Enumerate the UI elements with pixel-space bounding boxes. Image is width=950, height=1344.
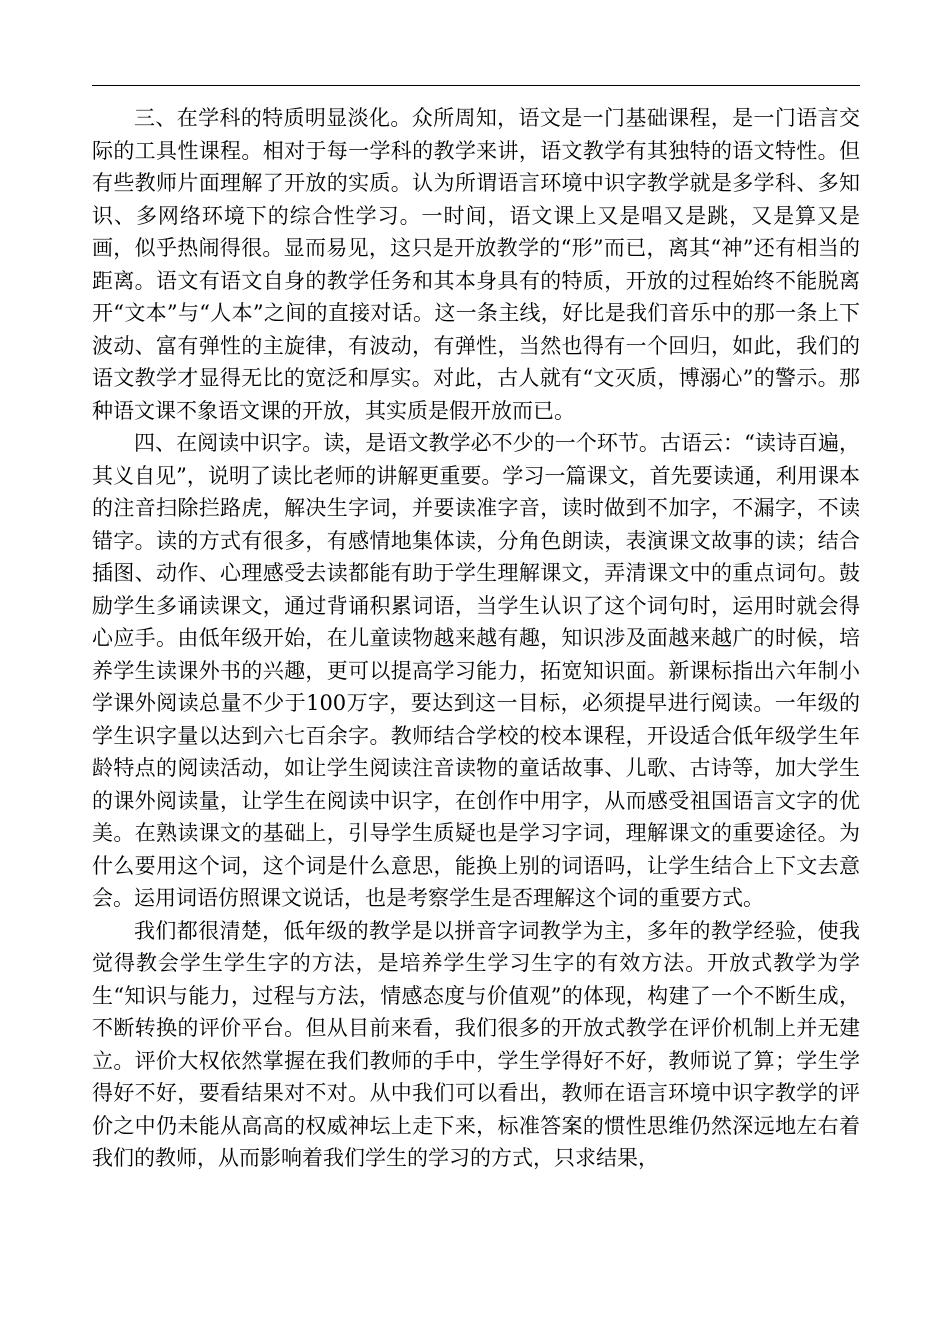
- paragraph-section-three: 三、在学科的特质明显淡化。众所周知，语文是一门基础课程，是一门语言交际的工具性课程。相对于每一学科的教学来讲，语文教学有其独特的语文特性。但有些教师片面理解了开放的实质。认为所谓语言环境中识字教学就是多学科、多知识、多网络环境下的综合性学习。一时间，语文课上又是唱又是跳，又是算又是画，似乎热闹得很。显而易见，这只是开放教学的“形”而已，离其“神”还有相当的距离。语文有语文自身的教学任务和其本身具有的特质，开放的过程始终不能脱离开“文本”与“人本”之间的直接对话。这一条主线，好比是我们音乐中的那一条上下波动、富有弹性的主旋律，有波动，有弹性，当然也得有一个回归，如此，我们的语文教学才显得无比的宽泛和厚实。对此，古人就有“文灭质，博溺心”的警示。那种语文课不象语文课的开放，其实质是假开放而已。: [92, 106, 860, 423]
- body-text: [92, 102, 860, 1175]
- header-rule: [92, 85, 860, 86]
- paragraph-section-four: 四、在阅读中识字。读，是语文教学必不少的一个环节。古语云：“读诗百遍，其义自见”，说明了读比老师的讲解更重要。学习一篇课文，首先要读通，利用课本的注音扫除拦路虎，解决生字词，并要读准字音，读时做到不加字，不漏字，不读错字。读的方式有很多，有感情地集体读，分角色朗读，表演课文故事的读；结合插图、动作、心理感受去读都能有助于学生理解课文，弄清课文中的重点词句。鼓励学生多诵读课文，通过背诵积累词语，当学生认识了这个词句时，运用时就会得心应手。由低年级开始，在儿童读物越来越有趣，知识涉及面越来越广的时候，培养学生读课外书的兴趣，更可以提高学习能力，拓宽知识面。新课标指出六年制小学课外阅读总量不少于100万字，要达到这一目标，必须提早进行阅读。一年级的学生识字量以达到六七百余字。教师结合学校的校本课程，开设适合低年级学生年龄特点的阅读活动，如让学生阅读注音读物的童话故事、儿歌、古诗等，加大学生的课外阅读量，让学生在阅读中识字，在创作中用字，从而感受祖国语言文字的优美。在熟读课文的基础上，引导学生质疑也是学习字词，理解课文的重要途径。为什么要用这个词，这个词是什么意思，能换上别的词语吗，让学生结合上下文去意会。运用词语仿照课文说话，也是考察学生是否理解这个词的重要方式。: [92, 431, 860, 910]
- paragraph-evaluation: 我们都很清楚，低年级的教学是以拼音字词教学为主，多年的教学经验，使我觉得教会学生学生字的方法，是培养学生学习生字的有效方法。开放式教学为学生“知识与能力，过程与方法，情感态度与价值观”的体现，构建了一个不断生成，不断转换的评价平台。但从目前来看，我们很多的开放式教学在评价机制上并无建立。评价大权依然掌握在我们教师的手中，学生学得好不好，教师说了算；学生学得好不好，要看结果对不对。从中我们可以看出，教师在语言环境中识字教学的评价之中仍未能从高高的权威神坛上走下来，标准答案的惯性思维仍然深远地左右着我们的教师，从而影响着我们学生的学习的方式，只求结果，: [92, 918, 860, 1170]
